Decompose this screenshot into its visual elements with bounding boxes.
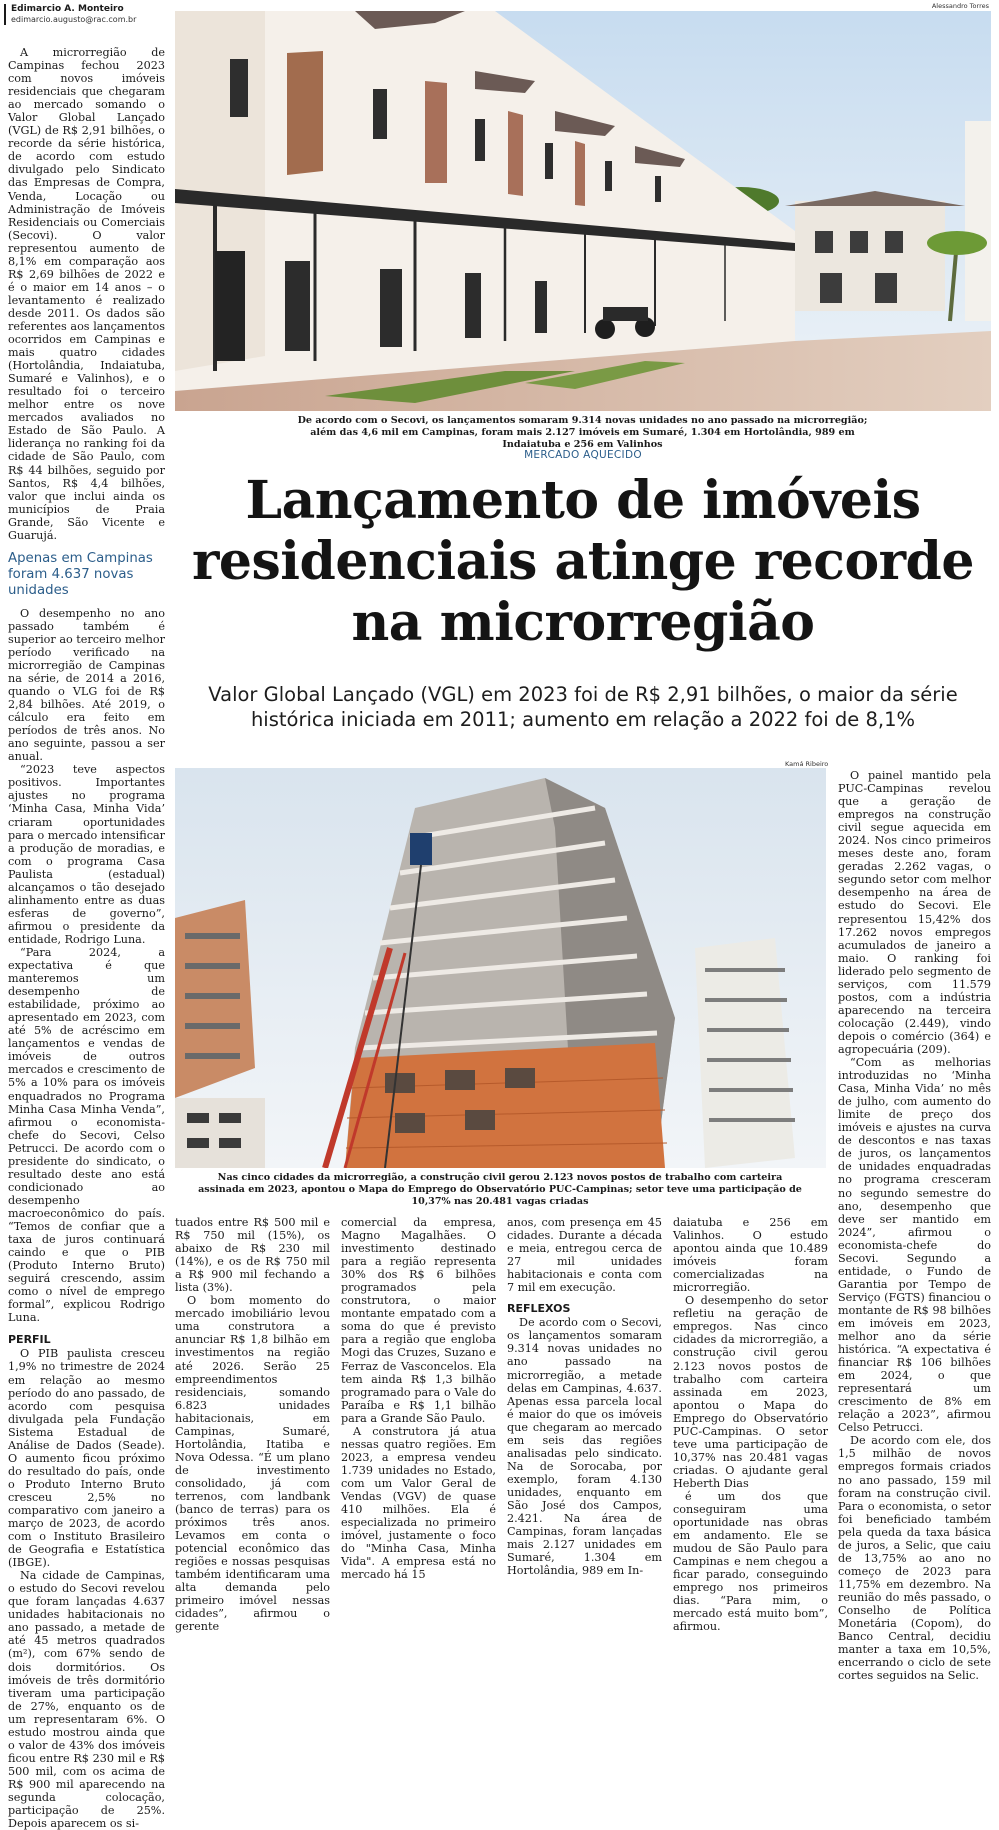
byline [4, 4, 177, 25]
subhead: REFLEXOS [507, 1302, 571, 1316]
bottom-column-2 [341, 1216, 496, 1581]
photo-credit: Alessandro Torres [931, 2, 989, 10]
paragraph: De acordo com ele, dos 1,5 milhão de novos empregos formais criados no ano passado, 159 mil foram na construção civil. Para o economista, o setor foi beneficiado também pela queda da taxa básica de juros, a Selic, que caiu de 13,75% ao ano no começo de 2023 para 11,75% em dezembro. Na reunião do mês passado, o Conselho de Política Monetária (Copom), do Banco Central, decidiu manter a taxa em 10,5%, encerrando o ciclo de sete cortes seguidos na Selic. [838, 1434, 991, 1683]
paragraph: “Com as melhorias introduzidas no ‘Minha Casa, Minha Vida’ no mês de julho, com aumento do limite de preço dos imóveis e ajustes na curva de descontos e nas taxas de juros, os lançamentos de unidades enquadradas no programa cresceram no segundo semestre do ano, desempenho que deve ser mantido em 2024”, afirmou o economista-chefe do Secovi. Segundo a entidade, o Fundo de Garantia por Tempo de Serviço (FGTS) financiou o montante de R$ 98 bilhões em imóveis em 2023, melhor ano da série histórica. “A expectativa é financiar R$ 106 bilhões em 2024, o que representará um crescimento de 8% em relação a 2023”, afirmou Celso Petrucci. [838, 1056, 991, 1435]
paragraph: O desempenho no ano passado também é superior ao terceiro melhor período verificado na microrregião de Campinas na série, de 2014 a 2016, quando o VLG foi de R$ 2,84 bilhões. Até 2019, o cálculo era feito em períodos de três anos. No ano seguinte, passou a ser anual. [8, 606, 165, 764]
paragraph: O desempenho do setor refletiu na geração de empregos. Nas cinco cidades da microrregião, a construção civil gerou 2.123 novos postos de trabalho com carteira assinada em 2023, apontou o Mapa do Emprego do Observatório PUC-Campinas. O setor teve uma participação de 10,37% nas 20.481 vagas criadas. O ajudante geral Heberth Dias [673, 1294, 828, 1490]
paragraph: “2023 teve aspectos positivos. Importantes ajustes no programa ‘Minha Casa, Minha Vida’ criaram oportunidades para o mercado intensificar a produção de moradias, e com o programa Casa Paulista (estadual) alcançamos o tão desejado alinhamento entre as duas esferas de governo”, afirmou o presidente da entidade, Rodrigo Luna. [8, 763, 165, 946]
bottom-column-4 [673, 1216, 828, 1634]
byline-email: edimarcio.augusto@rac.com.br [11, 15, 137, 24]
paragraph: Na cidade de Campinas, o estudo do Secovi revelou que foram lançadas 4.637 unidades habitacionais no ano passado, a metade de até 45 metros quadrados (m²), com 67% sendo de dois dormitórios. Os imóveis de três dormitório tiveram uma participação de 27%, enquanto os de um representaram 6%. O estudo mostrou ainda que o valor de 43% dos imóveis ficou entre R$ 230 mil e R$ 500 mil, com os acima de R$ 900 mil aparecendo na segunda colocação, participação de 25%. Depois aparecem os si- [8, 1569, 165, 1830]
deck [175, 682, 991, 732]
deck-line: histórica iniciada em 2011; aumento em relação a 2022 foi de 8,1% [250, 708, 916, 731]
headline-line: na microrregião [351, 592, 815, 653]
construction-photo-caption: Nas cinco cidades da microrregião, a construção civil gerou 2.123 novos postos de trabalho com carteira assinada em 2023, apontou o Mapa do Emprego do Observatório PUC-Campinas; setor teve uma participação de 10,37% nas 20.481 vagas criadas [198, 1172, 802, 1207]
paragraph: O PIB paulista cresceu 1,9% no trimestre de 2024 em relação ao mesmo período do ano passado, de acordo com pesquisa divulgada pela Fundação Sistema Estadual de Análise de Dados (Seade). O aumento ficou próximo do resultado do país, onde o Produto Interno Bruto cresceu 2,5% no comparativo com janeiro a março de 2023, de acordo com o Instituto Brasileiro de Geografia e Estatística (IBGE). [8, 1347, 165, 1570]
paragraph: tuados entre R$ 500 mil e R$ 750 mil (15%), os abaixo de R$ 230 mil (14%), e os de R$ 750 mil a R$ 900 mil fechando a lista (3%). [175, 1216, 330, 1295]
subhead: PERFIL [8, 1333, 51, 1347]
paragraph: “Para 2024, a expectativa é que manteremos um desempenho de estabilidade, próximo ao apresentado em 2023, com até 5% de acréscimo em lançamentos e vendas de imóveis de outros mercados e crescimento de 5% a 10% para os imóveis enquadrados no Programa Minha Casa Minha Venda”, afirmou o economista-chefe do Secovi, Celso Petrucci. De acordo com o presidente do sindicato, o resultado deste ano está condicionado ao desempenho macroeconômico do país. “Temos de confiar que a taxa de juros continuará caindo e que o PIB (Produto Interno Bruto) seguirá crescendo, assim como o nível de emprego formal”, explicou Rodrigo Luna. [8, 946, 165, 1325]
left-column [8, 46, 165, 1830]
lead-paragraph: A microrregião de Campinas fechou 2023 com novos imóveis residenciais que chegaram ao mercado somando o Valor Global Lançado (VGL) de R$ 2,91 bilhões, o recorde da série histórica, de acordo com estudo divulgado pelo Sindicato das Empresas de Compra, Venda, Locação ou Administração de Imóveis Residenciais ou Comerciais (Secovi). O valor representou aumento de 8,1% em comparação aos R$ 2,69 bilhões de 2022 e é o maior em 14 anos – o levantamento é realizado desde 2011. Os dados são referentes aos lançamentos ocorridos em Campinas e mais quatro cidades (Hortolândia, Indaiatuba, Sumaré e Valinhos), e o resultado foi o terceiro melhor entre os nove mercados avaliados no Estado de São Paulo. A liderança no ranking foi da cidade de São Paulo, com R$ 44 bilhões, seguido por Santos, R$ 4,4 bilhões, valor que inclui ainda os municípios de Praia Grande, São Vicente e Guarujá. [8, 46, 165, 542]
headline [175, 470, 991, 653]
paragraph: A construtora já atua nessas quatro regiões. Em 2023, a empresa vendeu 1.739 unidades no Estado, com um Valor Geral de Vendas (VGV) de quase 410 milhões. Ela é especializada no primeiro imóvel, justamente o foco do "Minha Casa, Minha Vida". A empresa está no mercado há 15 [341, 1424, 496, 1582]
construction-photo [175, 768, 826, 1168]
deck-line: Valor Global Lançado (VGL) em 2023 foi de R$ 2,91 bilhões, o maior da série [208, 683, 958, 706]
right-column [838, 769, 991, 1682]
bottom-column-3 [507, 1216, 662, 1577]
photo-credit: Kamá Ribeiro [785, 760, 829, 768]
bottom-column-1 [175, 1216, 330, 1634]
pullquote: Apenas em Campinas foram 4.637 novas unidades [8, 550, 153, 598]
paragraph: daiatuba e 256 em Valinhos. O estudo apontou ainda que 10.489 imóveis foram comercializadas na microrregião. [673, 1216, 828, 1295]
paragraph: De acordo com o Secovi, os lançamentos somaram 9.314 novas unidades no ano passado na microrregião, a metade delas em Campinas, 4.637. Apenas essa parcela local é maior do que os imóveis que chegaram ao mercado em seis das regiões analisadas pelo sindicato. Na de Sorocaba, por exemplo, foram 4.130 unidades, enquanto em São José dos Campos, 2.421. Na área de Campinas, foram lançadas mais 2.127 unidades em Sumaré, 1.304 em Hortolândia, 989 em In- [507, 1316, 662, 1578]
top-photo-caption: De acordo com o Secovi, os lançamentos somaram 9.314 novas unidades no ano passado na microrregião; além das 4,6 mil em Campinas, foram mais 2.127 imóveis em Sumaré, 1.304 em Hortolândia, 989 em Indaiatuba e 256 em Valinhos [297, 415, 868, 450]
byline-author: Edimarcio A. Monteiro [11, 4, 124, 14]
paragraph: anos, com presença em 45 cidades. Durante a década e meia, entregou cerca de 27 mil unidades habitacionais e conta com 7 mil em execução. [507, 1216, 662, 1295]
paragraph: é um dos que conseguiram uma oportunidade nas obras em andamento. Ele se mudou de São Paulo para Campinas e nem chegou a ficar parado, conseguindo emprego nos primeiros dias. “Para mim, o mercado está muito bom”, afirmou. [673, 1489, 828, 1634]
headline-line: Lançamento de imóveis [245, 470, 921, 531]
headline-line: residenciais atinge recorde [192, 531, 974, 592]
townhouses-photo [175, 11, 991, 411]
paragraph: comercial da empresa, Magno Magalhães. O investimento destinado para a região representa 30% dos R$ 6 bilhões programados pela construtora, o maior montante empatado com a soma do que é previsto para a região que engloba Mogi das Cruzes, Suzano e Ferraz de Vasconcelos. Ela tem ainda R$ 1,3 bilhão programado para o Vale do Paraíba e R$ 1,1 bilhão para a Grande São Paulo. [341, 1216, 496, 1425]
paragraph: O bom momento do mercado imobiliário levou uma construtora a anunciar R$ 1,8 bilhão em investimentos na região até 2026. Serão 25 empreendimentos residenciais, somando 6.823 unidades habitacionais, em Campinas, Sumaré, Hortolândia, Itatiba e Nova Odessa. “É um plano de investimento consolidado, já com terrenos, com landbank (banco de terras) para os próximos três anos. Levamos em conta o potencial econômico das regiões e nossas pesquisas também identificaram uma alta demanda pelo primeiro imóvel nessas cidades”, afirmou o gerente [175, 1294, 330, 1634]
section-kicker: MERCADO AQUECIDO [524, 449, 642, 461]
paragraph: O painel mantido pela PUC-Campinas revelou que a geração de empregos na construção civil segue aquecida em 2024. Nos cinco primeiros meses deste ano, foram geradas 2.262 vagas, o segundo setor com melhor desempenho na área de estudo do Secovi. Ele representou 15,42% dos 17.262 novos empregos acumulados de janeiro a maio. O ranking foi liderado pelo segmento de serviços, com 11.579 postos, com a indústria aparecendo na terceira colocação (2.449), vindo depois o comércio (364) e agropecuária (209). [838, 769, 991, 1056]
